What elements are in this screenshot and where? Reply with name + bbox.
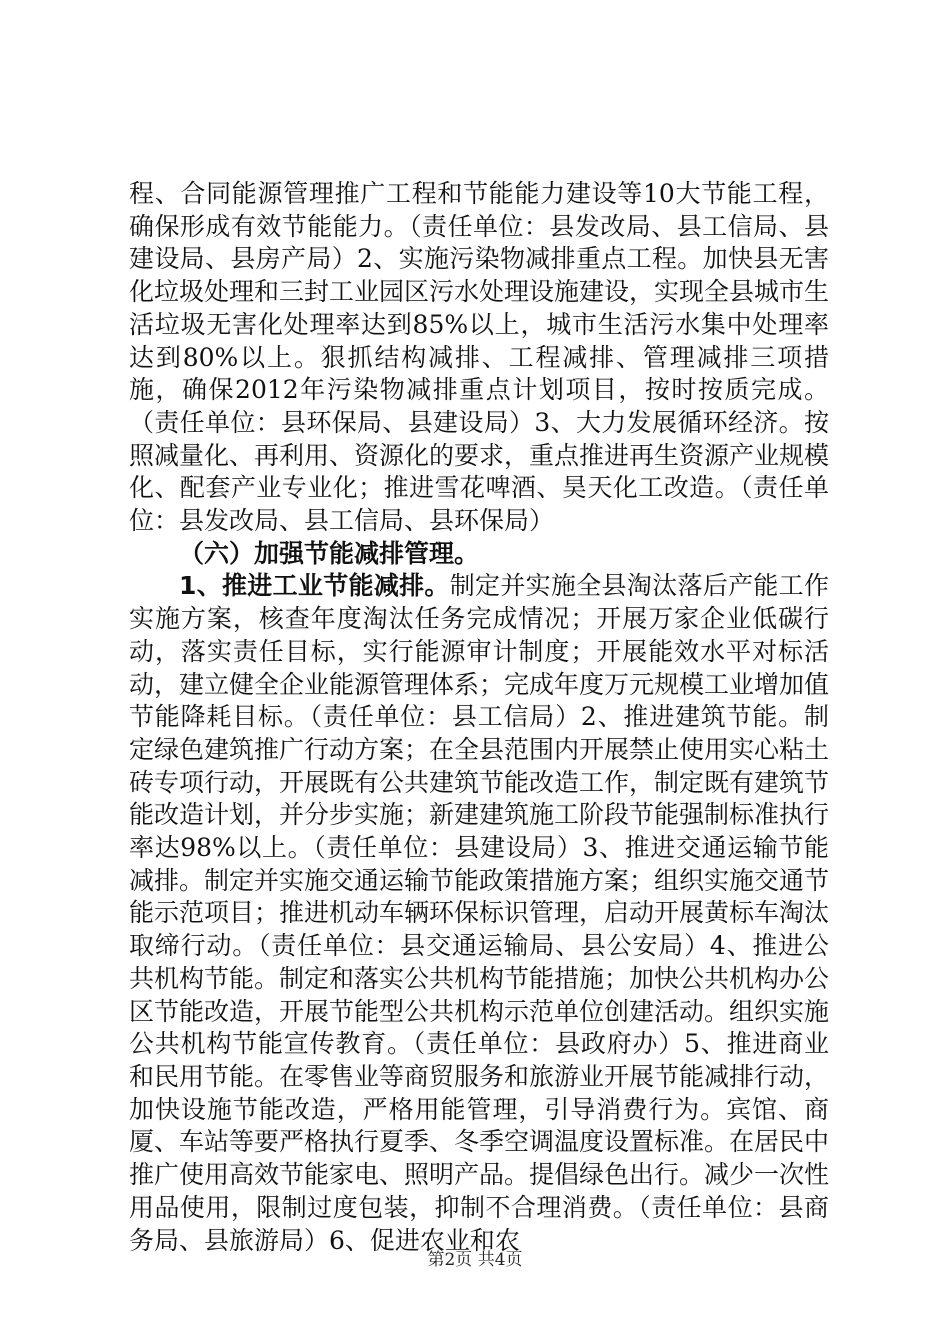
paragraph-item-1: [129, 570, 829, 1257]
page-number-footer: 第2页 共4页: [427, 1250, 523, 1270]
item-heading: 1、推进工业节能减排。: [179, 571, 450, 601]
section-heading: （六）加强节能减排管理。: [179, 538, 480, 568]
paragraph-continuation: 程、合同能源管理推广工程和节能能力建设等10大节能工程，确保形成有效节能能力。（责任单位：县发改局、县工信局、县建设局、县房产局）2、实施污染物减排重点工程。加快县无害化垃圾处理和三封工业园区污水处理设施建设，实现全县城市生活垃圾无害化处理率达到85%以上，城市生活污水集中处理率达到80%以上。狠抓结构减排、工程减排、管理减排三项措施，确保2012年污染物减排重点计划项目，按时按质完成。（责任单位：县环保局、县建设局）3、大力发展循环经济。按照减量化、再利用、资源化的要求，重点推进再生资源产业规模化、配套产业专业化；推进雪花啤酒、昊天化工改造。（责任单位：县发改局、县工信局、县环保局）: [129, 179, 830, 536]
document-body: [129, 178, 829, 1257]
item-body: 制定并实施全县淘汰落后产能工作实施方案，核查年度淘汰任务完成情况；开展万家企业低碳行动，落实责任目标，实行能源审计制度；开展能效水平对标活动，建立健全企业能源管理体系；完成年度万元规模工业增加值节能降耗目标。（责任单位：县工信局）2、推进建筑节能。制定绿色建筑推广行动方案；在全县范围内开展禁止使用实心粘土砖专项行动，开展既有公共建筑节能改造工作，制定既有建筑节能改造计划，并分步实施；新建建筑施工阶段节能强制标准执行率达98%以上。（责任单位：县建设局）3、推进交通运输节能减排。制定并实施交通运输节能政策措施方案；组织实施交通节能示范项目；推进机动车辆环保标识管理，启动开展黄标车淘汰取缔行动。（责任单位：县交通运输局、县公安局）4、推进公共机构节能。制定和落实公共机构节能措施；加快公共机构办公区节能改造，开展节能型公共机构示范单位创建活动。组织实施公共机构节能宣传教育。（责任单位：县政府办）5、推进商业和民用节能。在零售业等商贸服务和旅游业开展节能减排行动，加快设施节能改造，严格用能管理，引导消费行为。宾馆、商厦、车站等要严格执行夏季、冬季空调温度设置标准。在居民中推广使用高效节能家电、照明产品。提倡绿色出行。减少一次性用品使用，限制过度包装，抑制不合理消费。（责任单位：县商务局、县旅游局）6、促进农业和农: [129, 571, 830, 1255]
